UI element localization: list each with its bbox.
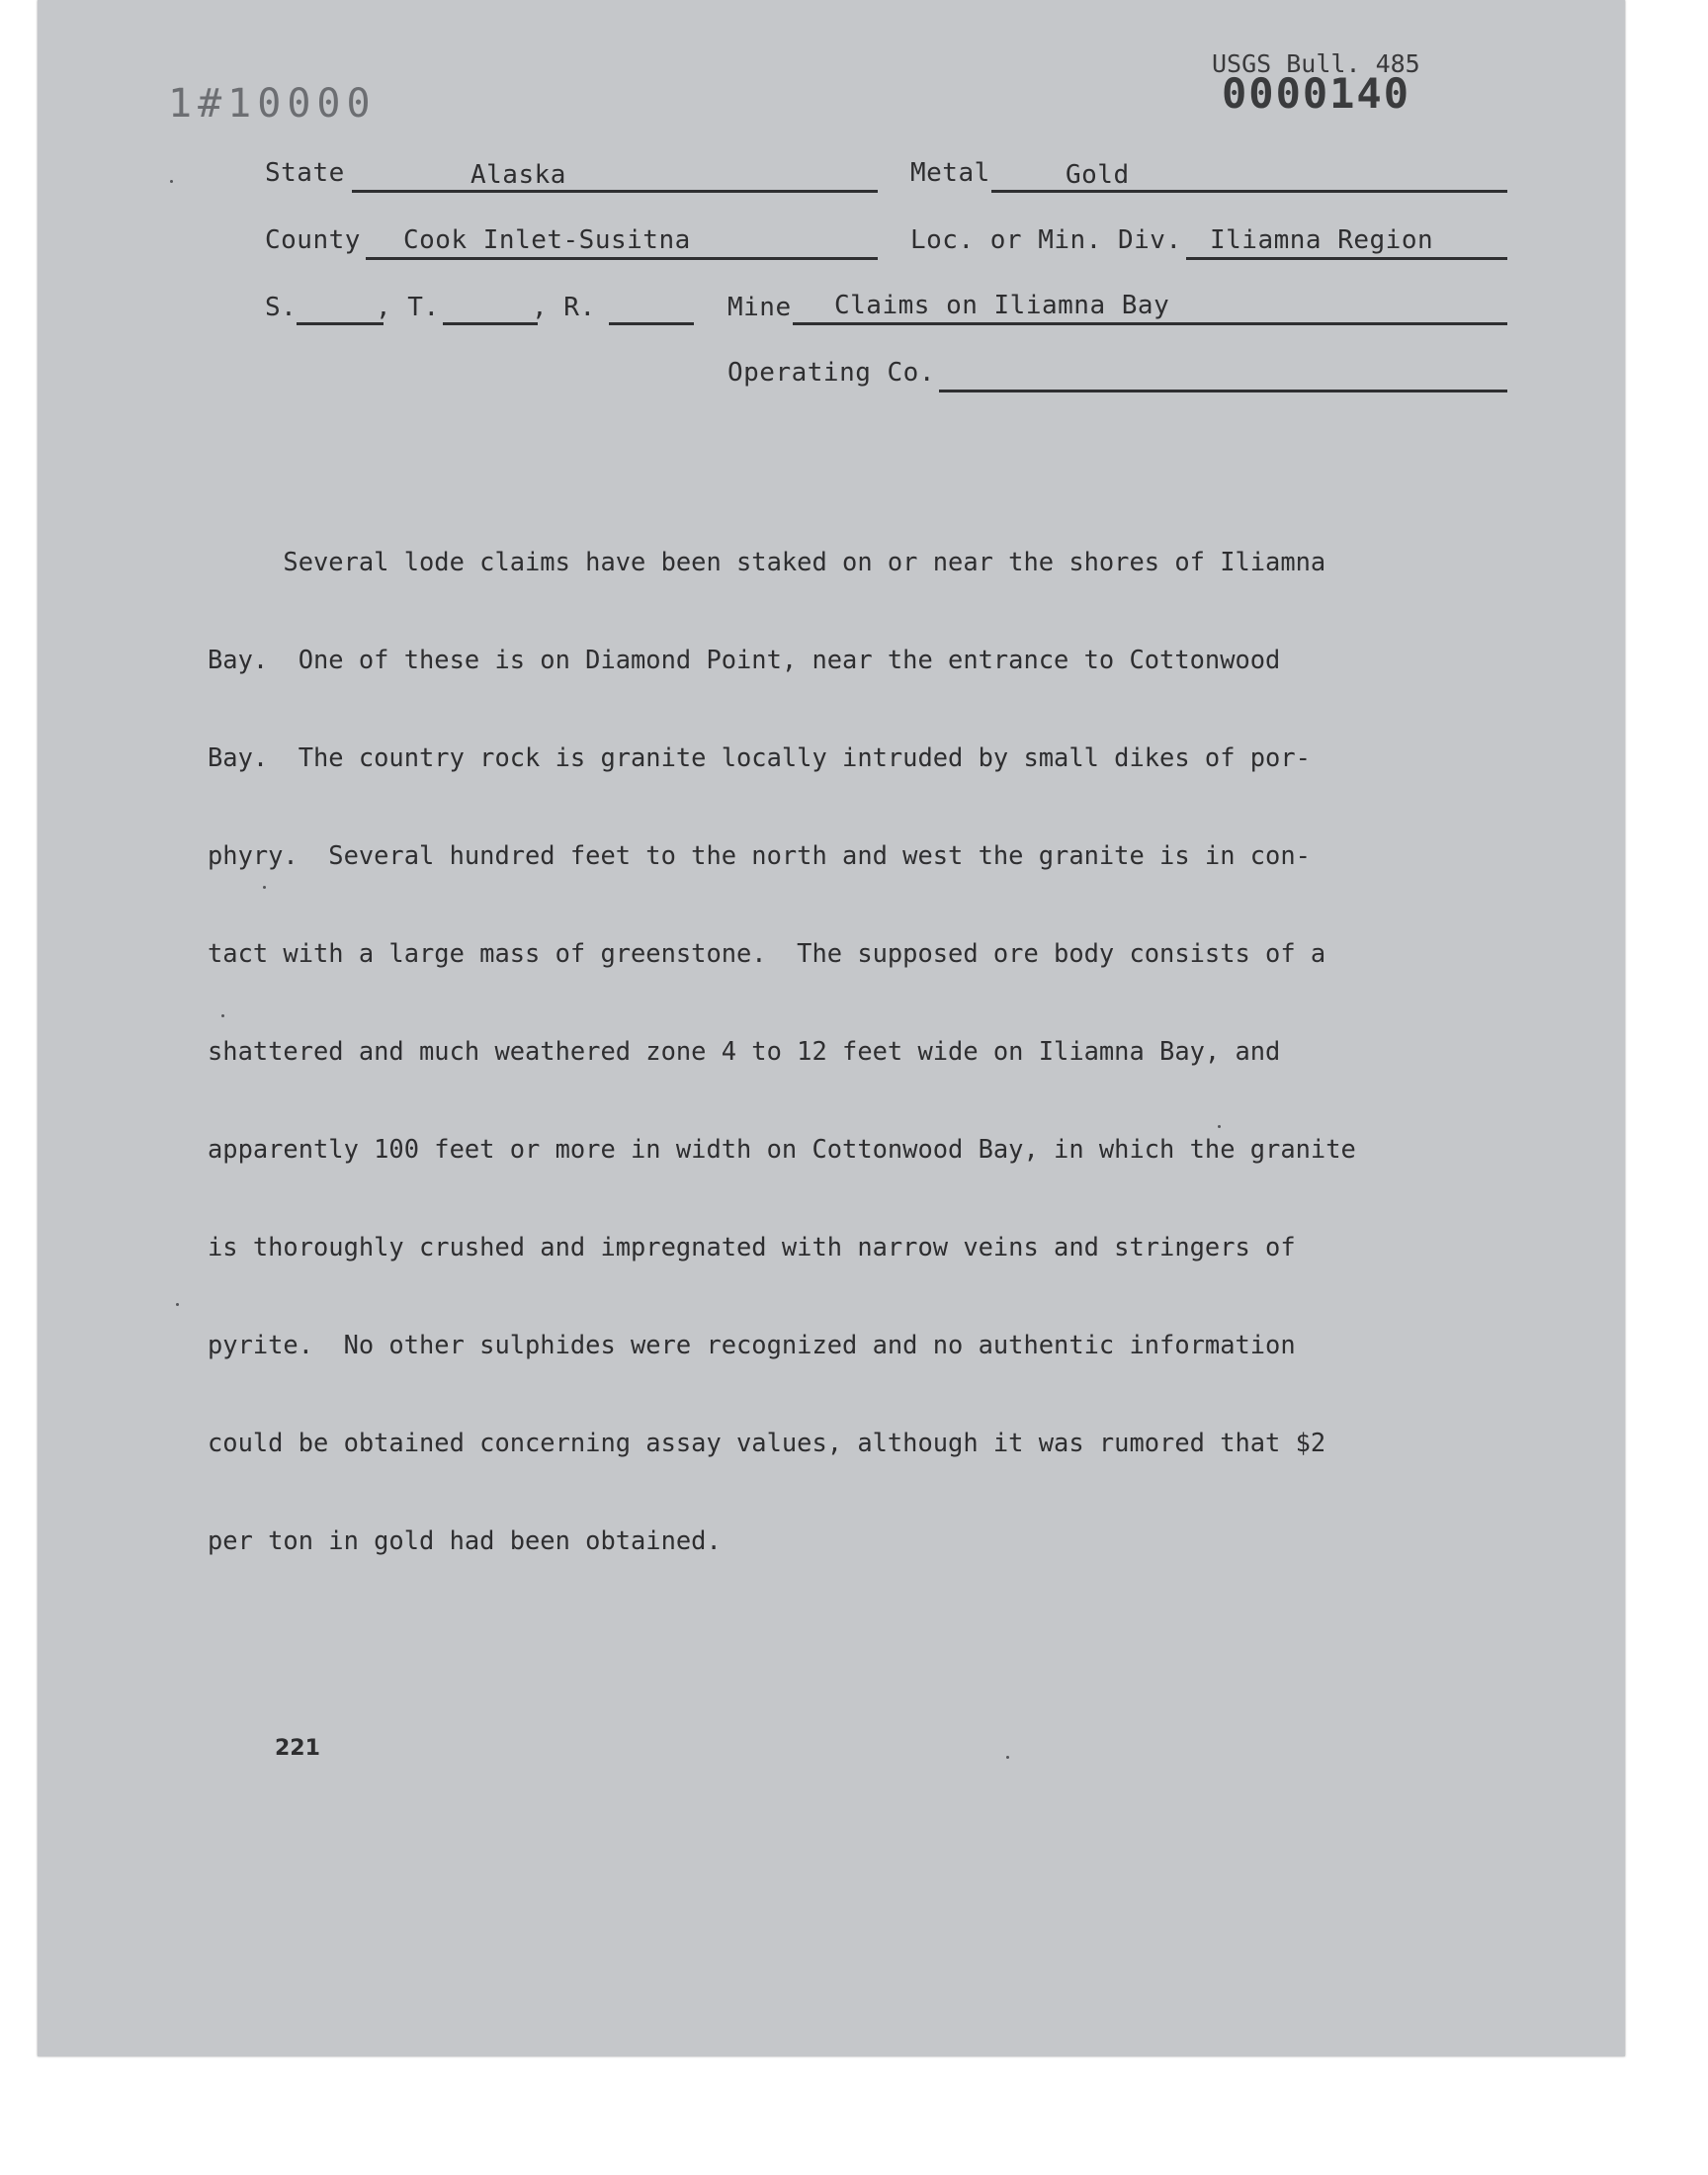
speck <box>170 180 173 183</box>
county-value: Cook Inlet-Susitna <box>403 225 691 255</box>
state-value: Alaska <box>470 160 566 190</box>
range-label: , R. <box>532 293 596 322</box>
speck <box>1006 1756 1009 1759</box>
usgs-reference: USGS Bull. 485 <box>1212 49 1420 78</box>
township-label: , T. <box>376 293 440 322</box>
paragraph-line: Bay. One of these is on Diamond Point, near the entrance to Cottonwood <box>208 645 1281 674</box>
paragraph-line: is thoroughly crushed and impregnated with narrow veins and stringers of <box>208 1232 1296 1262</box>
section-label: S. <box>265 293 298 322</box>
county-underline <box>366 257 878 260</box>
operating-co-underline <box>939 390 1507 392</box>
stamp-right: 0000140 <box>1222 69 1411 118</box>
paragraph-line: apparently 100 feet or more in width on Cottonwood Bay, in which the granite <box>208 1134 1356 1164</box>
speck <box>1218 1125 1221 1128</box>
speck <box>176 1303 179 1306</box>
paragraph-line: could be obtained concerning assay values, although it was rumored that $2 <box>208 1428 1326 1457</box>
section-underline <box>297 322 384 325</box>
paragraph-line: tact with a large mass of greenstone. The supposed ore body consists of a <box>208 938 1326 968</box>
paragraph-line: per ton in gold had been obtained. <box>208 1525 722 1555</box>
stamp-left: 1#10000 <box>168 81 377 127</box>
state-label: State <box>265 158 345 188</box>
document-sheet <box>38 0 1625 2056</box>
paragraph-line: pyrite. No other sulphides were recognized and no authentic information <box>208 1330 1296 1359</box>
paragraph-line: shattered and much weathered zone 4 to 12 feet wide on Iliamna Bay, and <box>208 1036 1281 1066</box>
mine-value: Claims on Iliamna Bay <box>834 291 1170 320</box>
paragraph-line: Bay. The country rock is granite locally intruded by small dikes of por- <box>208 742 1311 772</box>
loc-value: Iliamna Region <box>1210 225 1434 255</box>
description-paragraph <box>208 480 1493 1622</box>
metal-value: Gold <box>1066 160 1130 190</box>
paragraph-line: phyry. Several hundred feet to the north and west the granite is in con- <box>208 840 1311 870</box>
speck <box>263 886 266 889</box>
loc-label: Loc. or Min. Div. <box>910 225 1182 255</box>
range-underline <box>609 322 694 325</box>
mine-underline <box>793 322 1507 325</box>
operating-co-label: Operating Co. <box>727 358 935 388</box>
speck <box>221 1014 224 1017</box>
paragraph-line: Several lode claims have been staked on or near the shores of Iliamna <box>208 547 1326 576</box>
township-underline <box>443 322 538 325</box>
loc-underline <box>1186 257 1507 260</box>
state-underline <box>352 190 878 193</box>
county-label: County <box>265 225 361 255</box>
metal-label: Metal <box>910 158 990 188</box>
page-number: 221 <box>275 1736 320 1761</box>
metal-underline <box>991 190 1507 193</box>
mine-label: Mine <box>727 293 792 322</box>
